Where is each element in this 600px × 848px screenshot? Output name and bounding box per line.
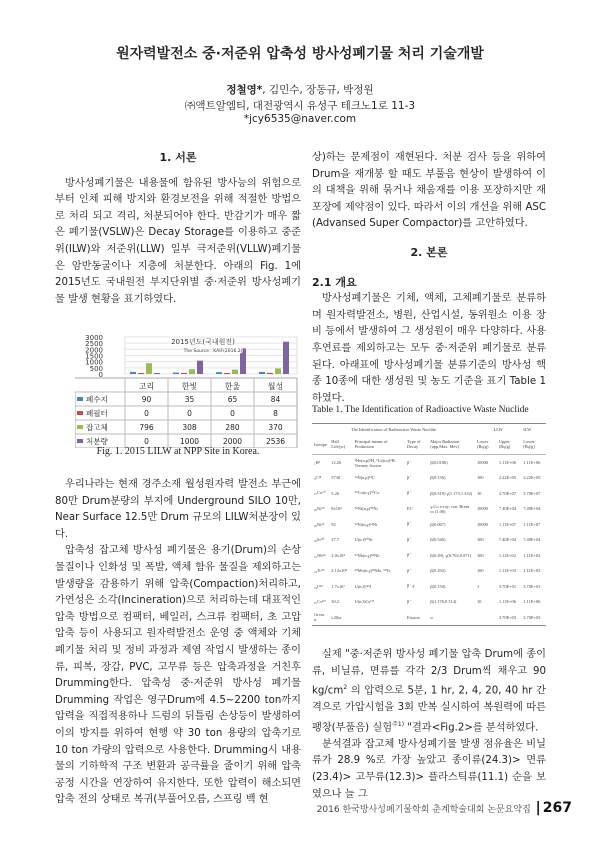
table-cell: 1.11E+02 [498,552,516,558]
table-cell: β⁻ [405,455,428,471]
column-header: Principal means of Production [354,439,388,450]
table-cell: 7.40E+04 [523,537,541,543]
data-value: 280 [225,423,240,432]
table-cell: U(n,f)¹²⁹I [354,583,372,589]
category-label: 고리 [138,382,155,391]
column-header: Upper (Bq/g) [498,439,511,450]
data-value: 84 [270,395,281,404]
y-tick-label: 2000 [85,346,103,355]
table-cell: 1.11E+02 [523,552,541,558]
table-cell: 1.11E+06 [497,455,521,471]
body-paragraph-2 [312,647,546,737]
table-row [312,470,546,486]
page-footer [317,800,572,816]
table-cell: U(n,f)Cs¹³⁷ [354,599,375,605]
intro-paragraph-4: 상)하는 문제점이 재현된다. 처분 검사 등을 위하여 Drum을 재개봉 할 때도 부풀음 현상이 발생하여 이의 대책을 위해 묶거나 채움재를 이용 포장하지만 재포장에 제약점이 있다. 따라서 이의 개선을 위해 ASC (Advansed Super Compactor)를 고안하였다. [312,152,546,230]
bar-폐필터 [138,373,144,374]
table-cell: β⁻ [407,567,412,573]
subsection-heading-overview: 2.1 개요 [312,275,357,289]
right-column-continued [312,647,546,803]
bar-폐수지 [259,372,265,374]
legend-label: 처분량 [86,437,108,446]
table-cell: ₅₅Cs¹³⁷ [314,599,326,605]
table-cell: ₂₈Ni⁵⁹ [314,506,325,512]
bar-폐필터 [181,373,187,374]
table-row [312,563,546,579]
figure-1 [75,333,300,448]
table-cell: Gross α [314,612,325,623]
table-cell: 100 [476,475,484,481]
y-tick-label: 500 [89,364,103,373]
table-cell: 1.11E+07 [523,521,541,527]
section-heading-body: 2. 본론 [410,245,448,259]
bar-폐수지 [216,372,222,374]
legend-key [77,411,83,415]
column-header: Major Radiation (app.Max, Mev) [430,439,460,450]
intro-paragraph-1: 방사성폐기물은 내용물에 함유된 방사능의 위험으로부터 인체 피해 방지와 환경보전을 위해 적절한 방법으로 처리 되고 격리, 처분되어야 한다. 반감기가 매우 짧은 폐기물(VSLW)은 Decay Storage를 이용하고 중준위(ILW)와 저준위(LLW) 일부 극저준위(VLLW)폐기물은 암반동굴이나 지층에 처분한다. 아래의 Fig. 1에 2015년도 국내원전 부지단위별 중·저준위 방사성폐기물 발생 현황을 표기하였다. [55,177,301,305]
column-header: Lower (Bq/g) [523,439,535,450]
table-cell: ⁵⁸Ni(n,γ)⁵⁹Ni [354,506,378,512]
header-row [312,435,546,455]
table-cell: 1 [476,583,480,589]
table-cell: 3.70E+07 [523,490,541,496]
text: 실제 "중·저준위 방사성 폐기물 압축 Drum에 종이류, 비닐류, 면류를 각각 2/3 Drum씩 채우고 90 kg/cm [312,649,546,697]
data-value: 796 [139,423,154,432]
table-cell: 10000 [475,455,497,471]
table-cell: 92 [331,521,336,527]
table-cell: ₆C¹⁴ [314,475,322,481]
text: "결과<Fig.2>를 분석하였다. [404,722,539,734]
data-value: 35 [184,395,195,404]
data-value: 0 [230,409,235,418]
category-label: 한빛 [181,382,198,391]
table-cell: 3.70E+03 [498,614,517,620]
bar-처분량 [154,373,160,374]
table-cell: ⁹³Nb(n,γ)⁹⁴Nb [354,552,380,558]
group-header: LLW [493,426,503,432]
table-cell: β⁻ [407,521,412,527]
table-cell: β⁻ [407,490,412,496]
legend-key [77,439,83,443]
table-row [312,486,546,502]
body-paragraph-1: 방사성폐기물은 기체, 액체, 고체폐기물로 분류하며 원자력발전소, 병원, 산업시설, 동위원소 이용 장비 등에서 발생하여 그 생성원이 매우 다양하다. 사용후연료를 제외하고는 모두 중·저준위 폐기물로 분류된다. 아래표에 방사성폐기물 분류기준의 방사성 핵종 10종에 대한 생성원 및 농도 기준을 표기 Table 1 하였다. [312,293,546,404]
table-cell: 7.40E+04 [498,506,517,512]
table-cell [353,610,405,626]
column-header: Half Life(yr) [331,439,346,450]
table-cell: 8x10⁴ [331,506,342,512]
table-cell: 2.22E+05 [498,475,517,481]
data-value: 8 [273,409,278,418]
table-bottom-rule [312,625,546,626]
table-cell: ⁶²Ni(n,γ)⁶³Ni [354,521,378,527]
data-value: 65 [227,395,238,404]
table-cell: 2.12x10⁵ [331,568,348,574]
table-cell: ₅₃I¹²⁹ [314,583,323,589]
table-cell: 2.0x10⁴ [331,552,345,558]
table-cell: α [430,614,433,620]
data-value: 370 [268,423,283,432]
y-tick-label: 1000 [85,358,103,367]
table-cell: Fission [407,614,420,620]
page-number: 267 [542,800,572,816]
table-cell: 5730 [331,475,341,481]
table-cell: 3.70E+01 [523,583,541,589]
bar-처분량 [283,342,289,374]
table-cell: β(0.150) [430,583,446,589]
table-cell: 100 [476,537,484,543]
footnote-ref: 주1) [392,720,405,728]
data-value: 90 [141,395,152,404]
data-value: 0 [144,409,149,418]
y-tick-label: 0 [98,371,103,379]
table-1-caption: Table 1. The Identification of Radioactive Waste Nuclide [312,405,529,415]
table-cell: ⁵⁹Co(n,γ)⁶⁰Co [354,490,380,496]
table-cell: 10 [476,599,482,605]
table-cell: 12.26 [329,455,352,471]
table-cell: U(n,f)⁹⁰Sr [354,536,373,542]
table-cell: 1.11E+03 [498,568,516,574]
lead-author: 정철영 [226,84,257,96]
table-cell: ₃₈Sr⁹⁰ [314,536,325,542]
separator: | [535,800,541,816]
table-cell: EC [407,506,413,512]
table-cell: 3.70E+01 [498,583,517,589]
data-value: 308 [182,423,197,432]
legend-label: 폐수지 [86,395,108,404]
table-cell: 100 [476,552,484,558]
table-cell: ≥20yr [331,614,342,620]
data-value: 2536 [265,437,286,446]
table-cell: 5.26 [331,490,339,496]
table-row [312,594,546,610]
body-paragraph-3: 분석결과 잡고체 방사성폐기물 발생 점유율은 비닐류가 28.9 %로 가장 높았고 종이류(24.3)> 면류(23.4)> 고무류(12.3)> 플라스틱류(11.1) 순을 보였으나 늘 그 [312,738,546,800]
bar-잡고체 [146,363,152,374]
table-cell: β(0.318) γ(1.173,1.332) [430,490,473,496]
y-tick-label: 3000 [85,334,103,342]
group-header: The Identification of Radioactive Waste Nuclide [350,426,436,432]
data-value: 0 [144,437,149,446]
table-cell: ⁹⁸Mo(n,γ)⁹⁹Mo, ⁹⁹Tc [354,568,391,574]
table-cell: 10000 [476,506,488,512]
bar-폐필터 [224,373,230,374]
table-row [312,532,546,548]
nuclide-table [312,423,546,625]
table-cell: β(0.067) [430,521,446,527]
left-column-continued [55,477,301,809]
table-cell: 1.11E+07 [498,521,516,527]
category-label: 한울 [224,382,241,391]
corresponding-mark: * [256,84,263,96]
table-row [312,455,546,471]
email: *jcy6535@naver.com [243,113,357,125]
legend-label: 잡고체 [86,423,108,432]
table-cell: β⁻ [407,536,412,542]
table-cell: ₄₃Tc⁹⁹ [314,568,325,574]
table-cell: ¹⁴N(n,p)¹⁴C [354,475,375,481]
table-cell: 1.7x10⁷ [331,583,345,589]
table-cell: 3.70E+03 [523,614,541,620]
proceedings-name: 2016 한국방사성폐기물학회 춘계학술대회 논문요약집 [316,805,534,815]
table-cell: 10000 [476,521,488,527]
table-cell: 1.11E+06 [521,455,546,471]
table-row [312,517,546,533]
data-value: 2000 [222,437,243,446]
table-cell: 1.11E+03 [523,568,541,574]
y-tick-label: 1500 [85,352,103,361]
table-cell: ³He(n,p)³H, ⁶Li(n,α)³H, Ternary fission [353,455,405,471]
table-row [312,501,546,517]
data-value: 1000 [179,437,200,446]
section-heading-intro: 1. 서론 [159,151,197,164]
affiliation: ㈜액트알엠티, 대전광역시 유성구 테크노1로 11-3 [184,100,416,112]
table-cell: 10 [476,490,482,496]
table-cell: β(0.292) [430,568,446,574]
lilw-chart [75,333,300,448]
bar-잡고체 [189,369,195,374]
bar-폐수지 [173,373,179,374]
column-header: Type of Decay [407,439,421,450]
intro-paragraph-2: 우리나라는 현재 경주소재 월성원자력 발전소 부근에 80만 Drum분량의 부지에 Underground SILO 10만, Near Surface 12.5만 Drum 규모의 LILW처분장이 있다. [55,479,301,540]
table-cell: β(1.176,0.514) [430,599,457,605]
table-cell: β⁻ [407,552,412,558]
y-tick-label: 2500 [85,340,103,349]
table-cell [475,610,497,626]
table-cell: ₂₇Co⁶⁰ [314,490,326,496]
table-cell: 1.11E+06 [523,599,541,605]
table-cell: 27.7 [331,537,339,543]
table-cell: ₄₁Nb⁹⁴ [314,552,326,558]
chart-title: 2015년도(국내원전) [171,338,235,346]
table-cell: 1.11E+06 [498,599,516,605]
table-cell: 3.70E+07 [498,490,517,496]
table-cell: 30.2 [331,599,339,605]
right-column [312,150,546,407]
category-label: 월성 [267,382,284,391]
table-cell: β(0.49), γ(0.702,0.871) [430,552,472,558]
table-cell: 100 [476,568,484,574]
table-cell: β⁻,γ [407,583,415,589]
table-cell: 7.40E+04 [523,506,541,512]
superscript: 2 [343,684,348,692]
text: 의 압력으로 5분, 1 hr, 2, 4, 20, 40 hr 간격으로 가압시험을 3회 반복 실시하여 복원력에 따른 팽창(부풀음) 실험 [312,685,546,734]
group-header-row [312,424,546,435]
bar-폐필터 [267,373,273,374]
table-cell: γ,Co x-ray, con. Brem to (1.06) [430,503,470,514]
table-row [312,579,546,595]
bar-잡고체 [275,368,281,374]
table-cell: β⁻ [407,598,412,604]
table-cell: 2.22E+05 [523,475,541,481]
table-cell: ₂₈Ni⁶³ [314,521,325,527]
bar-폐수지 [130,372,136,374]
bar-잡고체 [232,370,238,374]
figure-1-caption: Fig. 1. 2015 LILW at NPP Site in Korea. [96,446,260,457]
authors [0,82,600,97]
table-1 [312,423,546,626]
table-row [312,548,546,564]
bar-처분량 [197,361,203,374]
table-cell: β⁻ [407,474,412,480]
left-column [55,150,301,308]
legend-key [77,397,83,401]
table-cell: 7.40E+04 [498,537,517,543]
column-header: Lower (Bq/g) [476,439,489,450]
co-authors: , 김민수, 장동규, 박정원 [262,84,374,96]
table-cell: β(0.546) [430,537,446,543]
column-header: Isotope [314,441,327,447]
legend-label: 폐필터 [86,409,108,418]
table-cell: ₁H³ [312,455,329,471]
table-cell: β(0.0186) [428,455,475,471]
table-cell: β(0.156) [430,475,446,481]
data-value: 0 [187,409,192,418]
intro-paragraph-3: 압축성 잡고체 방사성 폐기물은 용기(Drum)의 손상물질이나 인화성 및 폭발, 액체 함유 물질을 제외하고는 발생량을 감용하기 위해 압축(Compaction)처리하고, 가연성은 소각(Incineration)으로 처리하는데 대표적인 압축 방법으로 컴팩터, 베일러, 스크류 컴팩터, 초 고압 압축 등이 사용되고 원자력발전소 운영 중 액체와 기체 폐기물 처리 및 정비 과정과 제염 작업시 발생하는 종이류, 피복, 장갑, PVC, 고무류 등은 압축과정을 거친후 Drumming한다. 압축성 중·저준위 방사성 폐기물 Drumming 작업은 영구Drum에 4.5~2200 ton까지 압력을 직접적용하나 드럼의 뒤틀림 손상등이 발생하여 이의 방지를 위하여 현행 약 30 ton 용량의 압축기로 10 ton 가량의 압력으로 사용한다. Drumming시 내용물의 기하학적 구조 변환과 공극률을 줄이기 위해 압축공정 시간을 연장하여 유지한다. 또한 압력이 해소되면 압축 전의 상태로 복귀(부풀어오름, 스프링 백 현 [55,545,301,806]
group-header: ILW [523,426,532,432]
paper-title: 원자력발전소 중·저준위 압축성 방사성폐기물 처리 기술개발 [116,46,484,62]
table-row [312,610,546,626]
legend-key [77,425,83,429]
chart-source: The Source : KAIF(2016.2) [183,349,243,354]
